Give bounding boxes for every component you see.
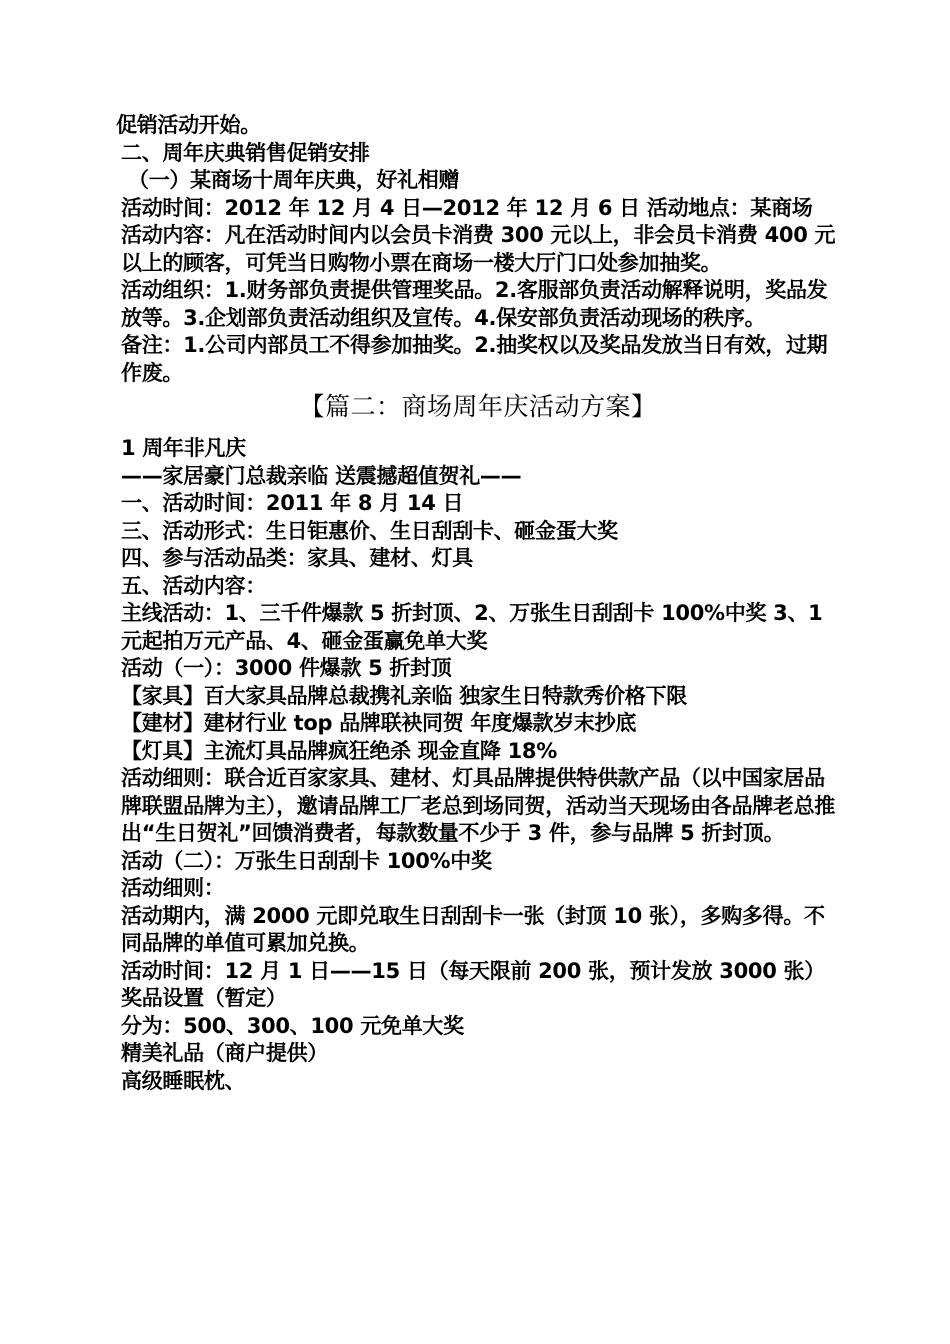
section-heading: 【篇二：商场周年庆活动方案】 bbox=[299, 392, 657, 421]
paragraph: 活动时间：2012 年 12 月 4 日—2012 年 12 月 6 日 活动地点：某商场 bbox=[121, 195, 813, 220]
text-line: 【灯具】主流灯具品牌疯狂绝杀 现金直降 18% bbox=[121, 738, 557, 763]
text-line: 五、活动内容： bbox=[121, 573, 266, 598]
text-line: 1 周年非凡庆 bbox=[121, 436, 246, 460]
text-line: 活动细则： bbox=[121, 876, 225, 900]
paragraph: 活动细则：联合近百家家具、建材、灯具品牌提供特供款产品（以中国家居品牌联盟品牌为主），邀请品牌工厂老总到场同贺，活动当天现场由各品牌老总推出“生日贺礼”回馈消费者，每款数量不少于 3 件，参与品牌 5 折封顶。 bbox=[121, 766, 835, 845]
subsection-title: （一）某商场十周年庆典，好礼相赠 bbox=[128, 168, 460, 192]
text-line: 活动（二）：万张生日刮刮卡 100%中奖 bbox=[121, 848, 492, 873]
paragraph: 备注：1.公司内部员工不得参加抽奖。2.抽奖权以及奖品发放当日有效，过期作废。 bbox=[121, 333, 828, 385]
text-line: 精美礼品（商户提供） bbox=[121, 1041, 328, 1065]
text-line: 【建材】建材行业 top 品牌联袂同贺 年度爆款岁末抄底 bbox=[121, 711, 637, 735]
text-line: 活动（一）：3000 件爆款 5 折封顶 bbox=[121, 656, 452, 680]
document-page bbox=[116, 112, 840, 1095]
paragraph: 活动内容：凡在活动时间内以会员卡消费 300 元以上，非会员卡消费 400 元以上的顾客，可凭当日购物小票在商场一楼大厅门口处参加抽奖。 bbox=[121, 223, 836, 275]
text-line: 一、活动时间：2011 年 8 月 14 日 bbox=[121, 491, 464, 515]
text-line: 四、参与活动品类：家具、建材、灯具 bbox=[121, 546, 473, 570]
text-line: ——家居豪门总裁亲临 送震撼超值贺礼—— bbox=[121, 463, 522, 488]
section-title: 二、周年庆典销售促销安排 bbox=[121, 140, 370, 165]
paragraph: 活动期内，满 2000 元即兑取生日刮刮卡一张（封顶 10 张），多购多得。不同品牌的单值可累加兑换。 bbox=[121, 903, 825, 955]
text-line: 高级睡眠枕、 bbox=[121, 1068, 246, 1093]
paragraph: 活动组织：1.财务部负责提供管理奖品。2.客服部负责活动解释说明，奖品发放等。3.企划部负责活动组织及宣传。4.保安部负责活动现场的秩序。 bbox=[121, 278, 828, 330]
text-line: 三、活动形式：生日钜惠价、生日刮刮卡、砸金蛋大奖 bbox=[121, 518, 618, 543]
paragraph: 主线活动：1、三千件爆款 5 折封顶、2、万张生日刮刮卡 100%中奖 3、1 元起拍万元产品、4、砸金蛋赢免单大奖 bbox=[121, 601, 823, 653]
text-line: 分为：500、300、100 元免单大奖 bbox=[121, 1013, 464, 1038]
paragraph: 活动时间：12 月 1 日——15 日（每天限前 200 张，预计发放 3000 张） 奖品设置（暂定） bbox=[121, 958, 825, 1010]
text-line: 【家具】百大家具品牌总裁携礼亲临 独家生日特款秀价格下限 bbox=[121, 683, 687, 708]
text-line: 促销活动开始。 bbox=[116, 113, 261, 137]
